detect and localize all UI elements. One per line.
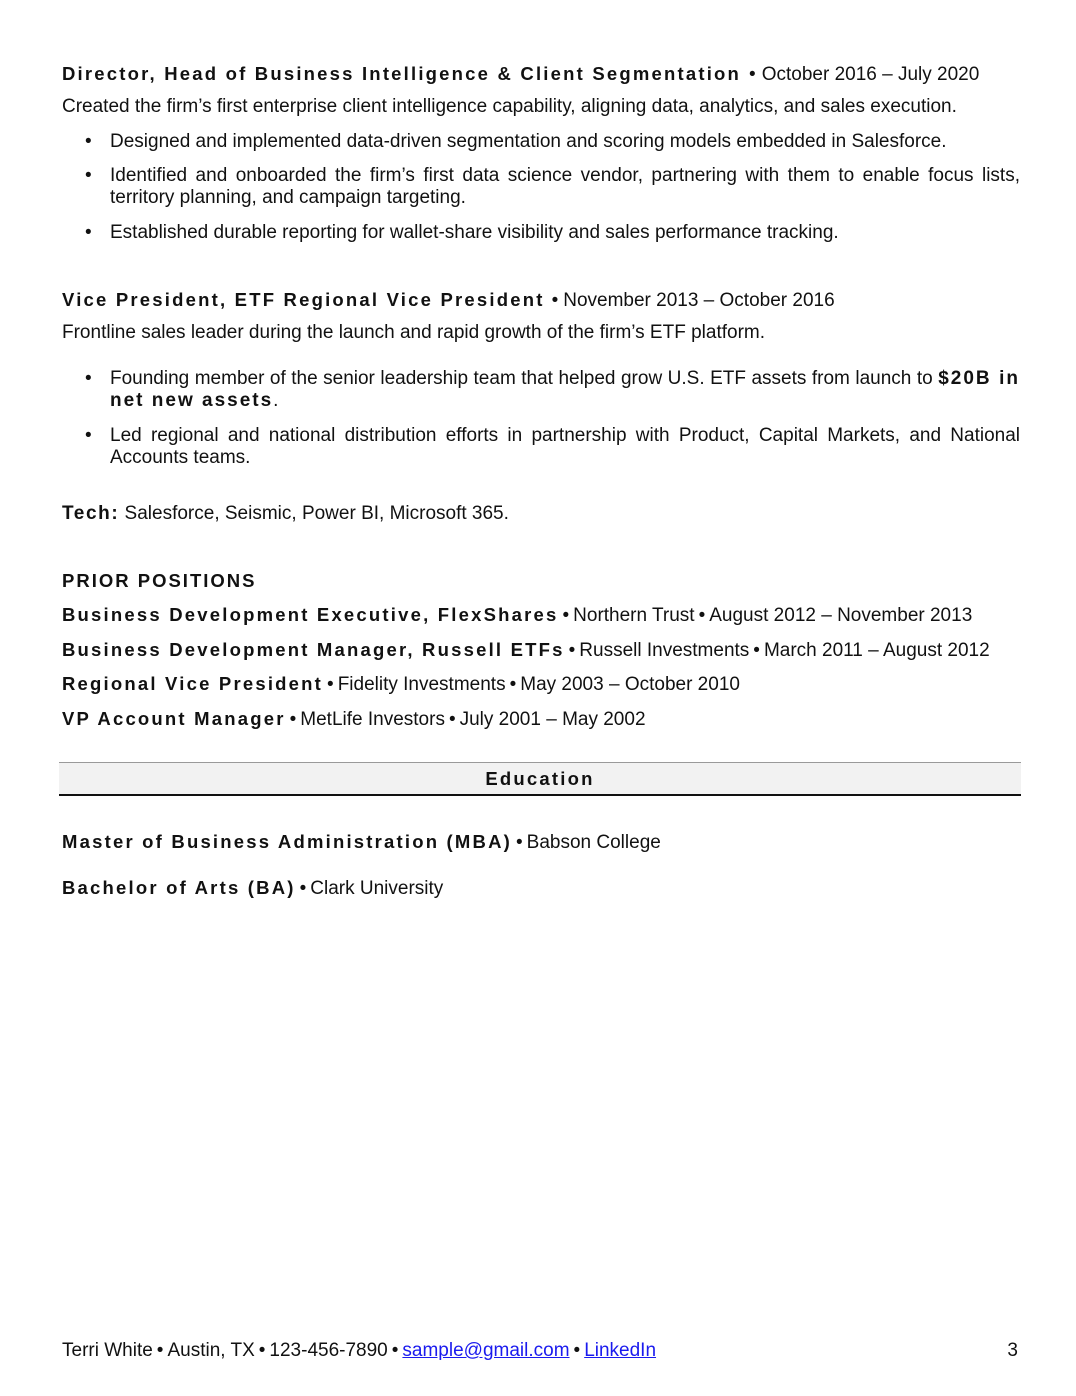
bullet-separator: • bbox=[698, 605, 706, 626]
bullet-separator: • bbox=[391, 1340, 399, 1361]
prior-position-row bbox=[62, 707, 646, 732]
position-dates: July 2001 – May 2002 bbox=[459, 709, 646, 730]
role-header bbox=[62, 62, 1020, 87]
position-title: Business Development Executive, FlexShares bbox=[62, 604, 559, 625]
bullet-separator: • bbox=[509, 674, 517, 695]
prior-position-row bbox=[62, 638, 990, 663]
position-company: Fidelity Investments bbox=[337, 674, 506, 695]
prior-position-row bbox=[62, 672, 740, 697]
bullet-separator: • bbox=[156, 1340, 164, 1361]
linkedin-link[interactable]: LinkedIn bbox=[584, 1340, 657, 1361]
bullet-text: Founding member of the senior leadership team that helped grow U.S. ETF assets from launch to bbox=[110, 368, 939, 389]
bullet-dot: • bbox=[85, 425, 92, 446]
degree-name: Bachelor of Arts (BA) bbox=[62, 877, 296, 898]
bullet-dot: • bbox=[85, 131, 92, 152]
footer-name: Terri White bbox=[62, 1340, 153, 1361]
bullet-separator: • bbox=[516, 832, 523, 853]
list-item bbox=[62, 368, 1020, 412]
school-name: Babson College bbox=[526, 832, 661, 853]
position-dates: August 2012 – November 2013 bbox=[709, 605, 973, 626]
prior-positions-heading: PRIOR POSITIONS bbox=[62, 570, 257, 591]
bullet-text: Identified and onboarded the firm’s first data science vendor, partnering with them to enable focus lists, territory planning, and campaign targeting. bbox=[110, 165, 1020, 208]
education-heading: Education bbox=[485, 768, 595, 789]
role-dates: October 2016 – July 2020 bbox=[761, 64, 980, 85]
education-row bbox=[62, 830, 661, 855]
bullet-dot: • bbox=[85, 368, 92, 389]
list-item bbox=[62, 165, 1020, 209]
bullet-text: Established durable reporting for wallet-share visibility and sales performance tracking. bbox=[110, 222, 839, 243]
role-director bbox=[62, 62, 1020, 87]
bullet-text-suffix: . bbox=[273, 390, 279, 411]
tech-value: Salesforce, Seismic, Power BI, Microsoft 365. bbox=[124, 503, 509, 524]
role-title: Vice President, ETF Regional Vice President bbox=[62, 289, 545, 310]
bullet-dot: • bbox=[85, 222, 92, 243]
position-title: Business Development Manager, Russell ETFs bbox=[62, 639, 565, 660]
list-item bbox=[62, 222, 1020, 244]
position-dates: March 2011 – August 2012 bbox=[763, 640, 990, 661]
bullet-separator: • bbox=[562, 605, 570, 626]
degree-name: Master of Business Administration (MBA) bbox=[62, 831, 513, 852]
position-company: Northern Trust bbox=[573, 605, 695, 626]
role-description: Frontline sales leader during the launch and rapid growth of the firm’s ETF platform. bbox=[62, 322, 765, 343]
bullet-separator: • bbox=[551, 290, 559, 311]
bullet-dot: • bbox=[85, 165, 92, 186]
prior-position-row bbox=[62, 603, 972, 628]
page-footer bbox=[62, 1339, 1018, 1363]
bullet-highlight: $20B in net new assets bbox=[110, 368, 1020, 411]
tech-label: Tech: bbox=[62, 503, 120, 524]
footer-location: Austin, TX bbox=[167, 1340, 255, 1361]
bullet-separator: • bbox=[568, 640, 576, 661]
bullet-separator: • bbox=[573, 1340, 581, 1361]
bullet-separator: • bbox=[448, 709, 456, 730]
role-vice-president bbox=[62, 288, 835, 313]
position-title: VP Account Manager bbox=[62, 708, 286, 729]
bullet-separator: • bbox=[258, 1340, 266, 1361]
bullet-separator: • bbox=[289, 709, 297, 730]
position-dates: May 2003 – October 2010 bbox=[520, 674, 740, 695]
position-company: MetLife Investors bbox=[300, 709, 445, 730]
education-row bbox=[62, 876, 443, 901]
role-description: Created the firm’s first enterprise client intelligence capability, aligning data, analytics, and sales execution. bbox=[62, 96, 957, 117]
role-dates: November 2013 – October 2016 bbox=[563, 290, 835, 311]
role-title: Director, Head of Business Intelligence & Client Segmentation bbox=[62, 63, 742, 84]
bullet-text: Designed and implemented data-driven segmentation and scoring models embedded in Salesforce. bbox=[110, 131, 947, 152]
email-link[interactable]: sample@gmail.com bbox=[402, 1340, 570, 1361]
school-name: Clark University bbox=[310, 878, 444, 899]
bullet-text: Led regional and national distribution efforts in partnership with Product, Capital Markets, and National Accounts teams. bbox=[110, 425, 1020, 468]
bullet-separator: • bbox=[327, 674, 334, 695]
bullet-separator: • bbox=[299, 878, 307, 899]
tech-line bbox=[62, 502, 509, 526]
bullet-separator: • bbox=[749, 64, 756, 85]
education-section-header bbox=[59, 762, 1021, 796]
list-item bbox=[62, 131, 1020, 153]
list-item bbox=[62, 425, 1020, 469]
position-title: Regional Vice President bbox=[62, 673, 324, 694]
footer-phone: 123-456-7890 bbox=[269, 1340, 388, 1361]
bullet-separator: • bbox=[753, 640, 760, 661]
position-company: Russell Investments bbox=[579, 640, 750, 661]
page-number: 3 bbox=[1007, 1340, 1018, 1361]
